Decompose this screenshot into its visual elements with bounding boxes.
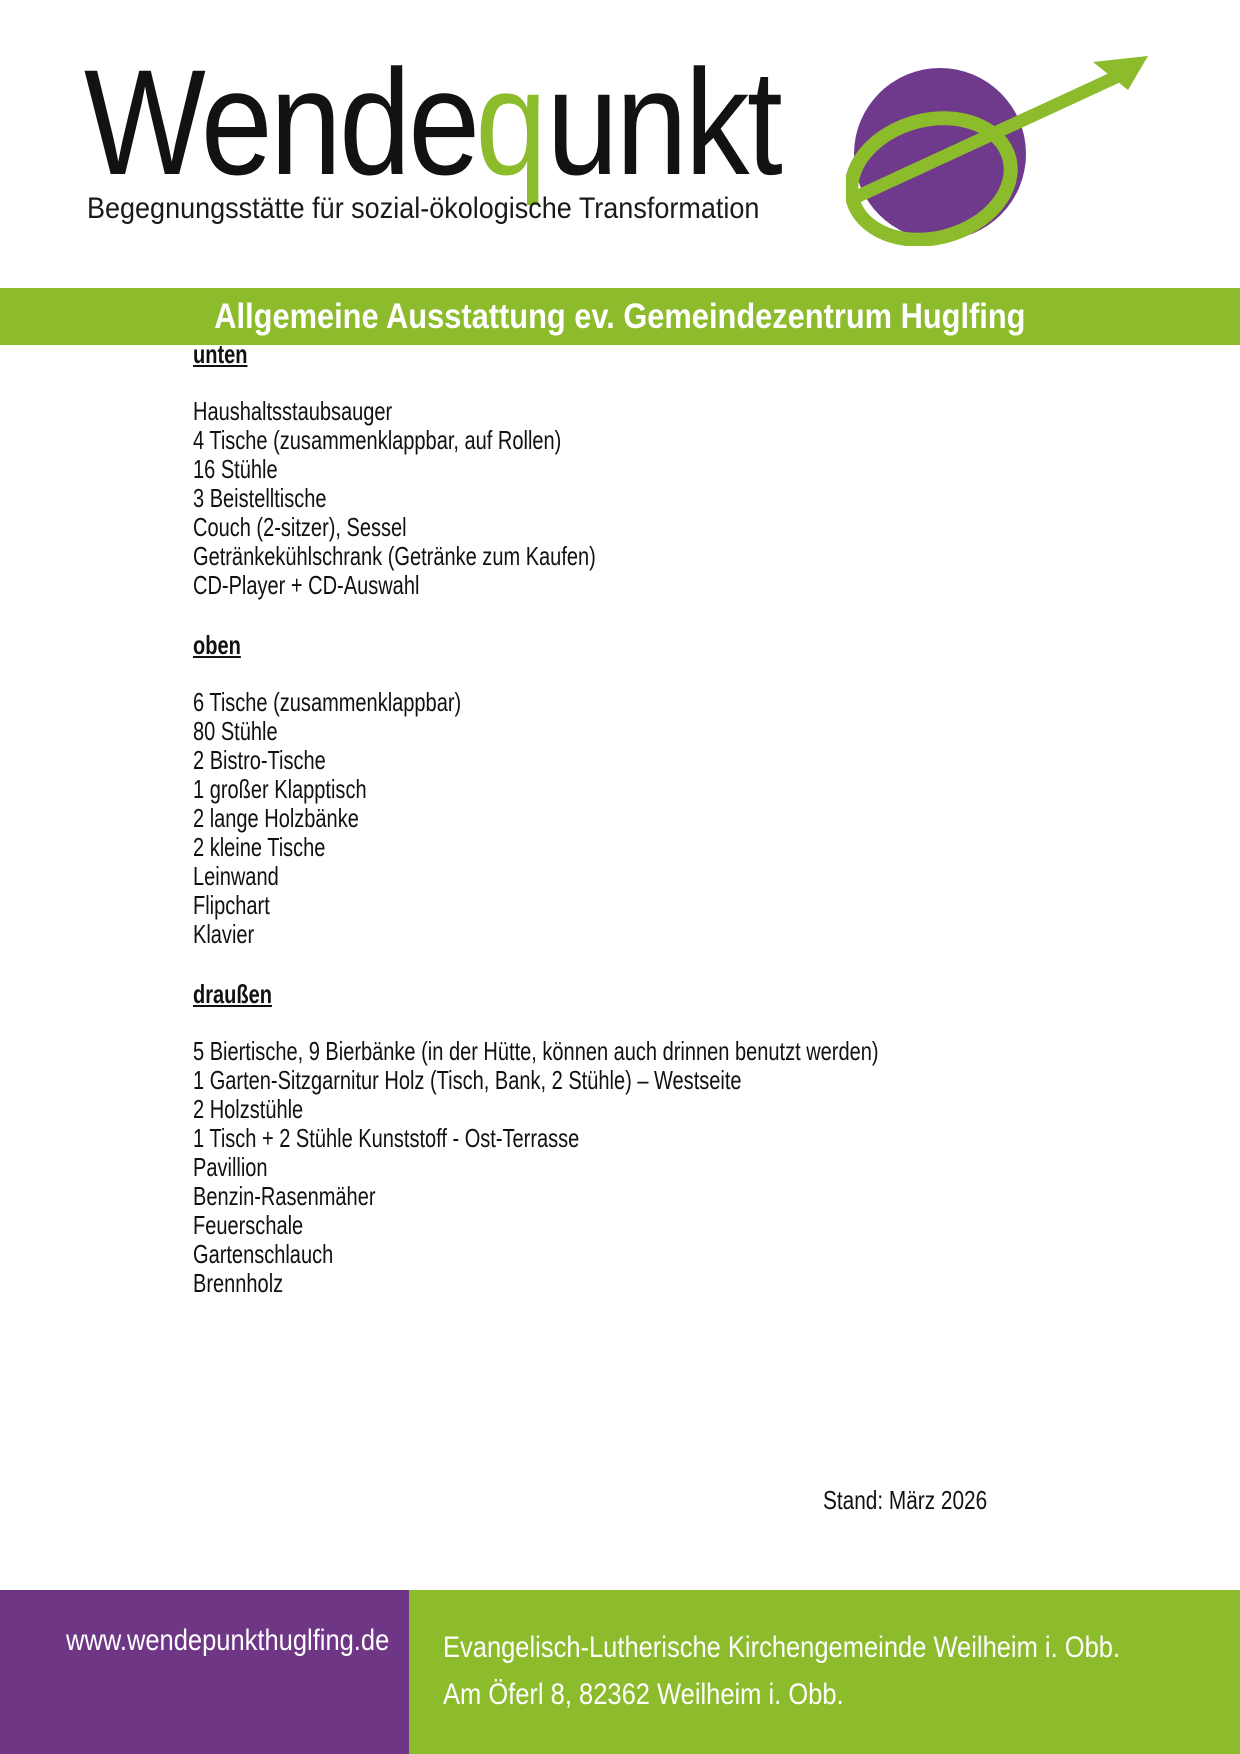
footer-org-address: Am Öferl 8, 82362 Weilheim i. Obb. [443,1678,845,1711]
title-banner [0,288,1240,345]
footer-green-block [409,1590,1240,1754]
list-item: 2 lange Holzbänke [193,803,359,833]
list-item: Pavillion [193,1152,268,1182]
list-item: 80 Stühle [193,716,278,746]
brand-suffix: unkt [546,38,781,206]
website-link[interactable]: www.wendepunkthuglfing.de [66,1624,390,1657]
section-heading-draussen: draußen [193,979,272,1009]
section-unten [193,340,1093,600]
list-item: Couch (2-sitzer), Sessel [193,512,407,542]
list-unten [193,397,1093,600]
list-item: 1 großer Klapptisch [193,774,367,804]
footer-purple-block [0,1590,409,1754]
list-item: 1 Tisch + 2 Stühle Kunststoff - Ost-Terrasse [193,1123,580,1153]
list-item: Klavier [193,919,255,949]
list-item: 2 Bistro-Tische [193,745,326,775]
list-item: 1 Garten-Sitzgarnitur Holz (Tisch, Bank, 2 Stühle) – Westseite [193,1065,742,1095]
brand-green-letter: p [477,38,547,206]
list-item: 6 Tische (zusammenklappbar) [193,687,462,717]
list-item: Brennholz [193,1268,284,1298]
wendepunkt-logo-icon [846,26,1158,246]
brand-prefix: Wende [84,38,478,206]
equipment-lists [193,340,1093,1298]
list-item: Gartenschlauch [193,1239,334,1269]
list-item: Haushaltsstaubsauger [193,396,393,426]
list-item: Feuerschale [193,1210,304,1240]
footer [0,1590,1240,1754]
list-item: 16 Stühle [193,454,278,484]
section-draussen [193,980,1093,1298]
list-item: Leinwand [193,861,279,891]
section-heading-oben: oben [193,630,241,660]
page-title: Allgemeine Ausstattung ev. Gemeindezentrum Huglfing [214,296,1026,336]
list-item: 2 kleine Tische [193,832,326,862]
section-oben [193,631,1093,949]
list-draussen [193,1037,1093,1298]
list-item: 2 Holzstühle [193,1094,304,1124]
list-item: 5 Biertische, 9 Bierbänke (in der Hütte, können auch drinnen benutzt werden) [193,1036,879,1066]
list-item: Benzin-Rasenmäher [193,1181,376,1211]
section-heading-unten: unten [193,339,248,369]
list-item: CD-Player + CD-Auswahl [193,570,420,600]
brand-tagline: Begegnungsstätte für sozial-ökologische Transformation [87,192,760,225]
list-item: Getränkekühlschrank (Getränke zum Kaufen) [193,541,596,571]
list-item: 3 Beistelltische [193,483,327,513]
footer-org-name: Evangelisch-Lutherische Kirchengemeinde Weilheim i. Obb. [443,1631,1121,1664]
list-oben [193,688,1093,949]
stand-date: Stand: März 2026 [823,1485,988,1515]
brand-wordmark [84,36,780,209]
list-item: Flipchart [193,890,270,920]
list-item: 4 Tische (zusammenklappbar, auf Rollen) [193,425,562,455]
